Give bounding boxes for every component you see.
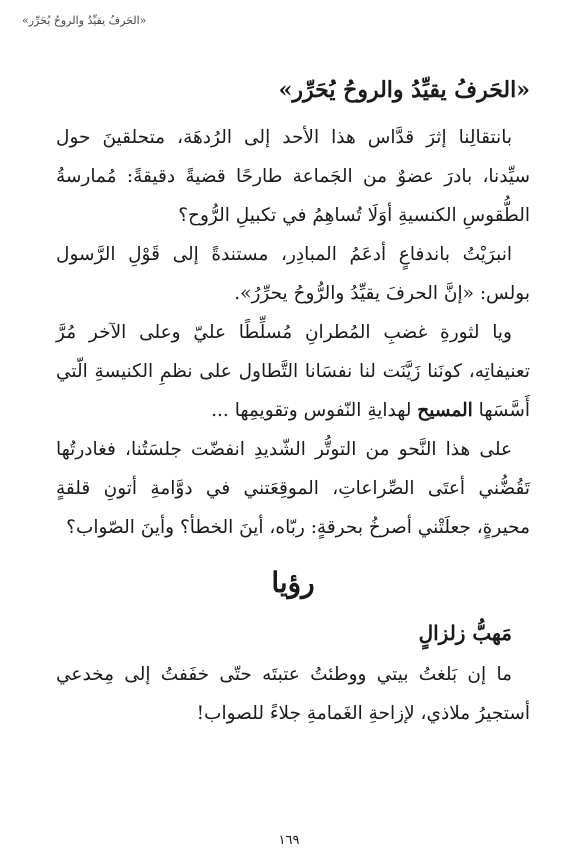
running-header: «الحَرفُ يقيِّدُ والروحُ يُحَرِّر» — [22, 14, 147, 27]
emphasized-word: المسيح — [417, 400, 473, 421]
page-number: ١٦٩ — [278, 833, 300, 848]
paragraph-3-text-b: لهدايةِ النّفوس وتقويمِها ... — [211, 400, 418, 421]
subheading: مَهبُّ زلزالٍ — [418, 621, 512, 645]
page-body — [56, 70, 530, 733]
article-title: «الحَرفُ يقيِّدُ والروحُ يُحَرِّر» — [278, 77, 530, 103]
paragraph-2: انبرَيْتُ باندفاعٍ أدعَمُ المبادِر، مستندةً إلى قَوْلِ الرَّسول بولس: «إنَّ الحرفَ يقيِّدُ والرُّوحُ يحرِّرُ». — [56, 244, 530, 304]
paragraph-3-text-a: ويا لثورةِ غضبِ المُطرانِ مُسلِّطًا عليّ وعلى الآخر مُرَّ تعنيفاتِه، كونَنا زَيَّنَت لنا نفسَانا التَّطاول على نظمِ الكنيسةِ الّتي أَسَّسَها — [56, 322, 530, 421]
paragraph-3 — [56, 313, 530, 430]
paragraph-4: على هذا النَّحو من التوتُّر الشّديدِ انفضّت جلسَتُنا، فغادرتُها تَقُضُّني أعتَى الصِّراعاتِ، الموقِعَتني في دوَّامةِ أتونِ قلقةٍ محيرةٍ، جعلَتْني أصرخُ بحرقةٍ: ربّاه، أينَ الخطأ؟ وأينَ الصّواب؟ — [56, 439, 530, 538]
section-paragraph-1: ما إن بَلغتُ بيتي ووطئتُ عتبتَه حتّى خفَفتُ إلى مِخدعي أستجيرُ ملاذي، لإزاحةِ الغَمامةِ جلاءً للصواب! — [56, 664, 530, 724]
section-title: رؤيا — [271, 566, 315, 599]
paragraph-1: بانتقالِنا إثرَ قدَّاس هذا الأحد إلى الرُدهَة، متحلقينَ حول سيِّدنا، بادرَ عضوٌ من الجَماعة طارحًا قضيةً دقيقةً: مُمارسةُ الطُّقوسِ الكنسيةِ أوَلَا تُساهِمُ في تكبيلِ الرُّوح؟ — [56, 127, 530, 226]
